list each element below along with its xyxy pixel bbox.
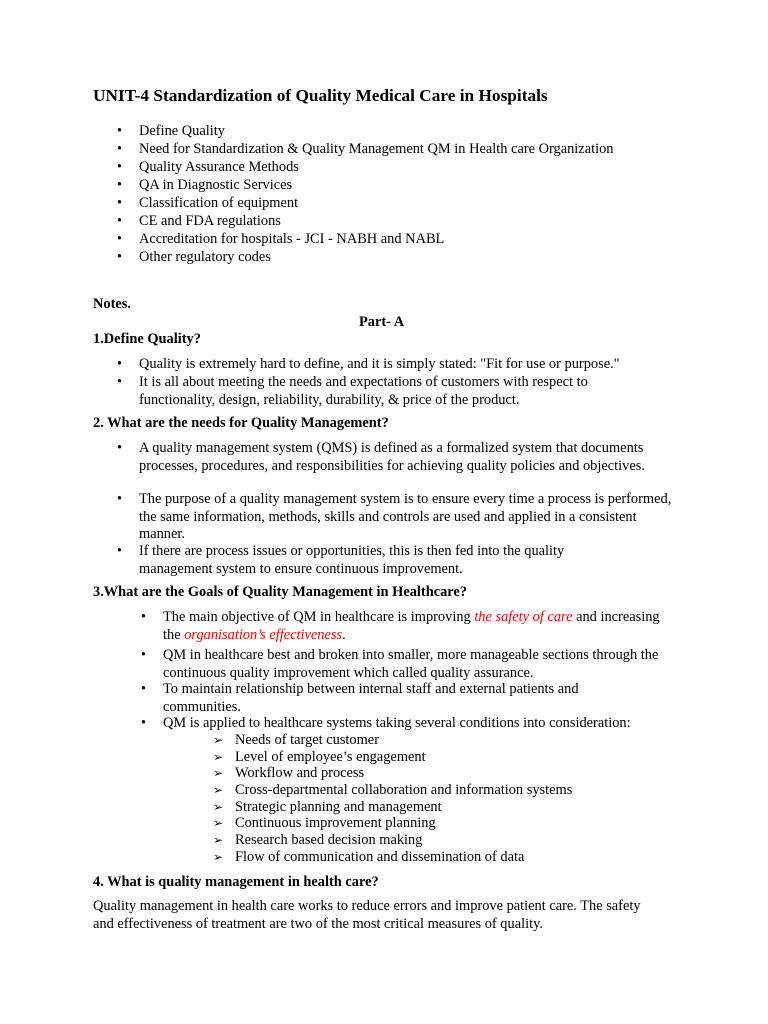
bullet-icon: • [117, 159, 123, 175]
bullet-icon: • [117, 141, 123, 157]
list-item: • If there are process issues or opportunities, this is then fed into the quality management system to ensure continuous improvement. [117, 543, 565, 577]
list-item: ➢ Workflow and process [213, 765, 365, 782]
bullet-icon: • [117, 356, 123, 372]
list-item: • It is all about meeting the needs and expectations of customers with respect to functionality, design, reliability, durability, & price of the product. [117, 374, 588, 408]
list-item: • Define Quality [117, 123, 225, 139]
question-3-heading: 3.What are the Goals of Quality Management in Healthcare? [93, 584, 467, 600]
topic-list [117, 122, 614, 266]
list-item: • Accreditation for hospitals - JCI - NABH and NABL [117, 231, 445, 247]
list-item: • To maintain relationship between internal staff and external patients and communities. [141, 681, 579, 715]
notes-label: Notes. [93, 296, 131, 312]
highlight-text: the safety of care [474, 609, 573, 625]
list-item: • The purpose of a quality management system is to ensure every time a process is performed, the same information, methods, skills and controls are used and applied in a consistent manner. [117, 491, 672, 542]
list-item: ➢ Flow of communication and dissemination of data [213, 848, 525, 865]
list-item: • Quality Assurance Methods [117, 159, 299, 175]
bullet-icon: • [117, 231, 123, 247]
arrow-bullet-icon: ➢ [213, 749, 224, 764]
list-item: ➢ Needs of target customer [213, 732, 379, 748]
list-item: ➢ Strategic planning and management [213, 798, 442, 815]
conditions-list [213, 732, 573, 866]
arrow-bullet-icon: ➢ [213, 849, 224, 864]
bullet-icon: • [117, 213, 123, 229]
list-item: • QM in healthcare best and broken into smaller, more manageable sections through the continuous quality improvement which called quality assurance. [141, 647, 659, 681]
list-item: ➢ Continuous improvement planning [213, 815, 436, 832]
bullet-icon: • [141, 681, 147, 697]
list-item: ➢ Level of employee’s engagement [213, 748, 426, 765]
bullet-icon: • [117, 491, 123, 507]
bullet-icon: • [141, 715, 147, 731]
list-item: • CE and FDA regulations [117, 213, 281, 229]
bullet-icon: • [117, 195, 123, 211]
bullet-icon: • [117, 177, 123, 193]
question-1-heading: 1.Define Quality? [93, 331, 201, 347]
bullet-icon: • [117, 543, 123, 559]
list-item: • QM is applied to healthcare systems taking several conditions into consideration: [141, 715, 631, 731]
list-item: • The main objective of QM in healthcare is improving the safety of care and increasing the organisation’s effectiveness. [141, 609, 660, 643]
bullet-icon: • [117, 249, 123, 265]
list-item: • Classification of equipment [117, 195, 299, 211]
list-item: • Need for Standardization & Quality Management QM in Health care Organization [117, 141, 614, 157]
bullet-icon: • [141, 609, 147, 625]
list-item: ➢ Cross-departmental collaboration and information systems [213, 782, 573, 799]
list-item: • QA in Diagnostic Services [117, 177, 293, 193]
list-item: ➢ Research based decision making [213, 832, 423, 849]
list-item: • Other regulatory codes [117, 249, 271, 265]
arrow-bullet-icon: ➢ [213, 816, 224, 831]
question-4-answer: Quality management in health care works to reduce errors and improve patient care. The safety and effectiveness of treatment are two of the most critical measures of quality. [93, 898, 641, 932]
bullet-icon: • [117, 123, 123, 139]
arrow-bullet-icon: ➢ [213, 766, 224, 781]
arrow-bullet-icon: ➢ [213, 783, 224, 798]
arrow-bullet-icon: ➢ [213, 733, 224, 747]
page-title: UNIT-4 Standardization of Quality Medical Care in Hospitals [93, 86, 548, 105]
bullet-icon: • [117, 374, 123, 390]
list-item: • Quality is extremely hard to define, and it is simply stated: "Fit for use or purpose." [117, 356, 620, 372]
arrow-bullet-icon: ➢ [213, 833, 224, 848]
bullet-icon: • [141, 647, 147, 663]
question-4-heading: 4. What is quality management in health care? [93, 874, 379, 890]
part-label: Part- A [359, 314, 405, 330]
question-2-heading: 2. What are the needs for Quality Management? [93, 415, 389, 431]
bullet-icon: • [117, 440, 123, 456]
arrow-bullet-icon: ➢ [213, 799, 224, 814]
highlight-text: organisation’s effectiveness [184, 626, 343, 643]
list-item: • A quality management system (QMS) is defined as a formalized system that documents processes, procedures, and responsibilities for achieving quality policies and objectives. [117, 440, 645, 474]
